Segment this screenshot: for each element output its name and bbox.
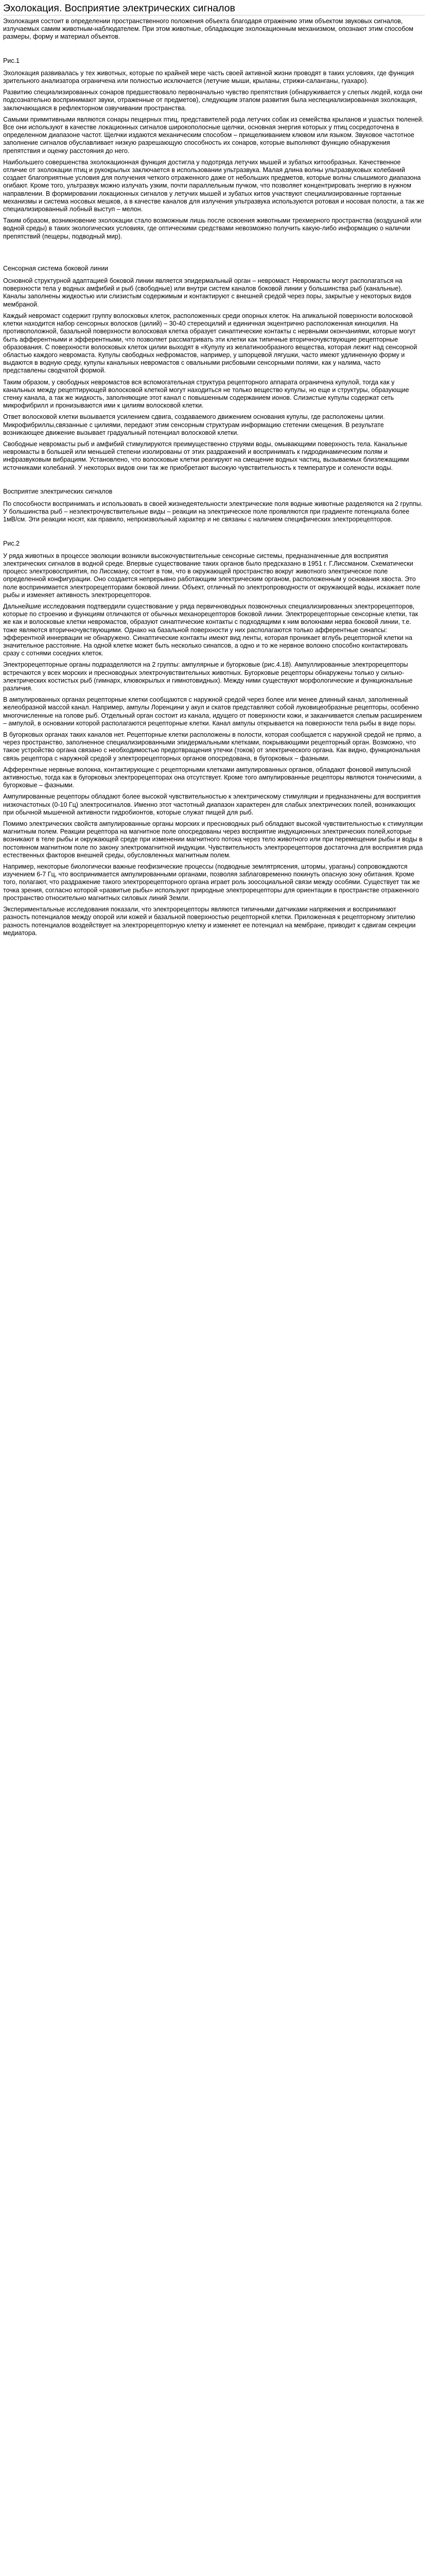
spacer: [3, 476, 425, 488]
paragraph: Помимо электрических свойств ампулированные органы морских и пресноводных рыб обладают высокой чувствительностью к стимуляции магнитным полем. Реакции рецептора на магнитное поле опосредованы через восприятие индукционных электрических полей,которые возникают в теле рыбы и окружающей среде при изменении магнитного потока через тело животного или при перемещении рыбы и воды в постоянном магнитном поле по закону электромагнитной индукции. Чувствительность электрорецепторов достаточна для восприятия ряда естественных факторов внешней среды, обусловленных магнитным полем.: [3, 820, 423, 859]
document-body: [3, 18, 425, 937]
paragraph: Таким образом, возникновение эхолокации стало возможным лишь после освоения животными трехмерного пространства (воздушной или водной среды) в таких экологических условиях, где оптическими средствами невозможно получить какую-либо информацию о наличии препятствий (пещеры, подводный мир).: [3, 217, 422, 240]
page-title: Эхолокация. Восприятие электрических сигналов: [3, 2, 425, 15]
paragraph: Например, некоторые биологически важные геофизические процессы (подводные землятрясения, штормы, ураганы) сопровождаются изучением 6-7 Гц, что воспринимается ампулированными органами, позволяя заблаговременно покинуть опасную зону обитания. Кроме того, полагают, что раздражение такого электрорецепторного органа играет роль зоосоциальной связи между особями. Существует так же точка зрения, согласно которой «развитые рыбы» используют природные электрорецепторы для ориентации в пространстве отраженного пространство относительно магнитных силовых линий Земли.: [3, 863, 420, 902]
paragraph: Таким образом, у свободных невромастов вся вспомогательная структура рецепторного аппарата ограничена купулой, тогда как у канальных между рецептирующей волосковой клеткой могут находиться не только вещество купулы, но еще и структуры, образующие стенку канала, а так же жидкость, заполняющие этот канал с повышенным содержанием ионов. Слизистые купулы содержат сеть микрофибрилл и пронизываются ими к цилиям волосковой клетки.: [3, 378, 409, 410]
paragraph: Дальнейшие исследования подтвердили существование у рядa первичноводных позвоночных специализированных электрорецепторов, которые по строению и функциям отличаются от обычных механорецепторов боковой линии. Электрорецепторные сенсорные клетки, так же как и волосковые клетки невромастов, образуют синаптические контакты с подходящими к ним волокнами нерва боковой линии, т.е. тоже являются вторичночувствующими. Однако на базальной поверхности у них располагаются только афферентные синапсы: эфферентной иннервации не обнаружено. Синаптические контакты имеют вид ленты, которая проникает вглубь рецепторной клетки на значительное расстояние. На одной клетке может быть несколько синапсов, а одно и то же нервное волокно способно контактировать сразу с сотнями соседних клеток.: [3, 602, 418, 657]
paragraph: В бугорковых органах таких каналов нет. Рецепторные клетки расположены в полости, которая сообщается с наружной средой не прямо, а через пространство, заполненное специализированными эпидермальными клетками, покрывающими рецепторный орган. Возможно, что такое устройство органа связано с необходимостью предотвращения утечки (токов) от электрического органа. Как видно, функциональная связь рецептора с наружной средой у электрорецепторных органов опосредована, в бугорковых – фазными.: [3, 731, 422, 762]
paragraph: Развитию специализированных сонаров предшествовало первоначально чувство препятствия (обнаруживается у слепых людей, когда они подсознательно воспринимают звуки, отраженные от предметов), следующим этапом развития была неспециализированная эхолокация, заключающаяся в рефлекторном озвучивании пространства.: [3, 89, 423, 112]
paragraph: По способности воспринимать и использовать в своей жизнедеятельности электрические поля водные животные разделяются на 2 группы. У большинства рыб – неэлектрочувствительные виды – реакции на электрическое поле проявляются при градиенте потенциала более 1мВ/см. Эти реакции носят, как правило, непроизвольный характер и не связаны с наличием специфических электрорецепторов.: [3, 500, 423, 523]
paragraph: Основной структурной адаптацией боковой линии является эпидермальный орган – невромаст. Невромасты могут располагаться на поверхности тела у водных амфибий и рыб (свободные) или внутри систем каналов боковой линии у большинства рыб (канальные). Каналы заполнены жидкостью или слизистым содержимым и контактируют с внешней средой через поры, закрытые у некоторых видов мембраной.: [3, 277, 412, 308]
paragraph: В ампулированных органах рецепторные клетки сообщаются с наружной средой через более или менее длинный канал, заполненный желеобразной массой канал. Например, ампулы Лоренцини у акул и скатов представляют собой луковицеобразные рецепторы, особенно многочисленные на голове рыб. Отдельный орган состоит из канала, идущего от поверхности кожи, и заканчивается слепым расширением – ампулой, в основании которой располагаются рецепторные клетки. Канал ампулы открывается на поверхности тела рыбы в виде поры.: [3, 696, 422, 727]
document-page: [0, 0, 429, 946]
section-heading: Восприятие электрических сигналов: [3, 487, 113, 495]
paragraph: Экспериментальные исследования показали, что электрорецепторы являются типичными датчиками напряжения и воспринимают разность потенциалов между опорой или кожей и базальной поверхностью рецепторной клетки. Приложенная к рецепторному эпителию разность потенциалов воздействует на электрорецепторную клетку и изменяет ее потенциал на мембране, приводит к сдвигам секреции медиатора.: [3, 906, 416, 937]
spacer: [3, 45, 425, 57]
figure-label: Рис.1: [3, 57, 20, 64]
spacer: [3, 528, 425, 540]
paragraph: Наибольшего совершенства эхолокационная функция достигла у подотряда летучих мышей и зубатых китообразных. Качественное отличие от эхолокации птиц и рукокрылых заключается в использовании ультразвука. Малая длина волны ультразвуковых колебаний создает благоприятные условия для получения четкого отраженного даже от небольших предметов, которые волны слышимого диапазона огибают. Кроме того, ультразвук можно излучать узким, почти параллельным пучком, что позволяет концентрировать энергию в нужном направлении. В формировании локационных сигналов у летучих мышей и зубатых китов участвуют специализированные гортанные механизмы и система носовых мешков, а в качестве каналов для излучения ультразвука используются ротовая и носовая полости, а так же специализированный лобный выступ – мелон.: [3, 158, 425, 213]
paragraph: Афферентные нервные волокна, контактирующие с рецепторными клетками ампулированных органов, обладают фоновой импульсной активностью, тогда как в бугорковых электрорецепторах она отсутствует. Кроме того ампулированные рецепторы являются тоническими, а бугорковые – фазными.: [3, 766, 422, 789]
paragraph: Свободные невромасты рыб и амфибий стимулируются преимущественно струями воды, омывающими поверхность тела. Канальные невромасты в большей или меньшей степени изолированы от этих раздражений и воспринимать к гидродинамическим полям и инфразвуковым вибрациям. Установлено, что волосковые клетки реагируют на смещение водных частиц, вызываемых близлежащими источниками колебаний. У некоторых видов они так же приобретают высокую чувствительность к температуре и солености воды.: [3, 440, 409, 471]
section-heading: Сенсорная система боковой линии: [3, 264, 109, 272]
paragraph: Ампулированные рецепторы обладают более высокой чувствительностью к электрическому стимуляции и предназначены для восприятия низкочастотных (0-10 Гц) электросигналов. Именно этот частотный диапазон характерен для слабых электрических полей, возникающих при обычной мышечной активности гидробионтов, которые служат пищей для рыб.: [3, 793, 421, 816]
paragraph: Ответ волосковой клетки вызывается усилением сдвига, создаваемого движением основания купулы, где расположены цилии. Микрофибриллы,связанные с цилиями, передают этим сенсорным структурам информацию стетении смещения. В результате возникающее движение вызывает градуальный потенциал волосковой клетки.: [3, 413, 385, 436]
spacer: [3, 244, 425, 265]
paragraph: Электрорецепторные органы подразделяются на 2 группы: ампулярные и бугорковые (рис.4.18). Ампуллированные электрорецепторы встречаются у всех морских и пресноводных электрочувствительных животных. Бугорковые рецепторы обнаружены только у сильно-электрических костистых рыб (гимнарх, клювокрылых и гимнотовидных). Между ними существуют морфологические и функциональные различия.: [3, 661, 413, 692]
paragraph: Каждый невромаст содержит группу волосковых клеток, расположенных среди опорных клеток. На апикальной поверхности волосковой клетки находится набор сенсорных волосков (цилий) – 30-40 стереоцилий и единичная экцентрично расположенная киноцилия. На противоположной, базальной поверхности волосковая клетка образует синаптические контакты с нервными окончаниями, которые могут быть афферентными и эфферентными, что позволяет рассматривать эти клетки как типичные вторичночувствующие рецепторные образования. С поверхности волосковых клеток цилии выходят в «Купулу из желатинообразного вещества, которая лежит над сенсорной областью каждого невромаста. Купулы свободных нефромастов, например, у шпорцевой лягушки, часто имеют удлиненную форму и выдаются в водную среду, купулы канальных невромастов с овальными рисбовыми сенсорными полями, как у налима, часто представлены сводчатой формой.: [3, 312, 417, 375]
paragraph: Самыми примитивными являются сонары пещерных птиц, представителей рода летучих собак из семейства крыланов и ушастых тюленей. Все они используют в качестве локационных сигналов широкополосные щелчки, основная энергия которых у птиц сосредоточена в определенном диапазоне частот. Щелчки издаются механическим способом – прищелкиванием клювом или языком. Звуковое частотное заполнение сигналов обуславливает низкую разрешающую способность их сонаров, которые выполняют функцию обнаружения препятствия и оценку расстояния до него.: [3, 115, 424, 155]
paragraph: У ряда животных в процессе эволюции возникли высокочувствительные сенсорные системы, предназначенные для восприятия электрических сигналов в водной среде. Впервые существование таких органов было предсказано в 1951 г. Г.Лиссманом. Схематически процесс электровосприятия, по Лиссману, состоит в том, что в окружающей пространство вокруг животного электрическое поле определенной конфигурации. Оно создается непрерывно работающим электрическим органом, расположенным у основания хвоста. Это поле воспринимается электрорецепторами боковой линии. Объект, отличный по электропроводности от окружающей воды, искажает поле рыбы и изменяет активность электрорецепторов.: [3, 552, 421, 599]
figure-label: Рис.2: [3, 539, 20, 547]
paragraph: Эхолокация состоит в определении пространственного положения объекта благодаря отражению этим объектом звуковых сигналов, излучаемых самим животным-наблюдателем. При этом животные, обладающие эхолокационным механизмом, опознают этим способом размеры, форму и материал объектов.: [3, 18, 413, 41]
paragraph: Эхолокация развивалась у тех животных, которые по крайней мере часть своей активной жизни проводят в таких условиях, где функция зрительного анализатора ограничена или полностью исключается (летучие мыши, крыланы, стрижи-саланганы, гуахаро).: [3, 69, 414, 85]
